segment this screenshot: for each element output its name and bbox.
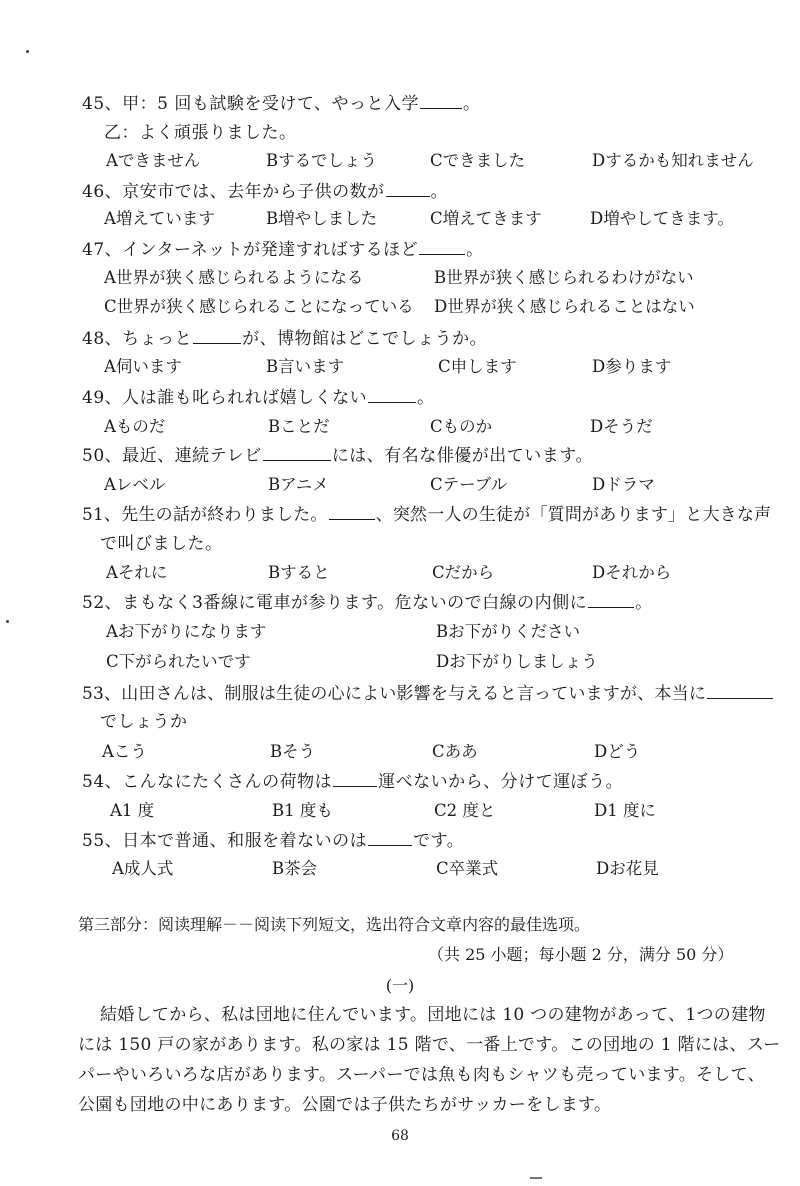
option-a: Aこう [102, 742, 147, 761]
page-number: 68 [391, 1128, 409, 1144]
answer-blank [588, 591, 634, 608]
option-c: C世界が狭く感じられることになっている [104, 297, 414, 316]
answer-blank [333, 770, 377, 787]
question-continuation: で叫びました。 [100, 534, 223, 554]
question-stem-end: 運べないから、分けて運ぼう。 [378, 772, 624, 792]
option-d: D世界が狭く感じられることはない [434, 297, 695, 316]
option-b: B増やしました [266, 209, 378, 228]
answer-blank [263, 444, 331, 461]
answer-blank [368, 829, 412, 846]
option-a: Aお下がりになります [106, 622, 267, 641]
answer-blank [420, 92, 462, 109]
option-b: B1 度も [272, 801, 333, 820]
question-stem: 最近、連続テレビ [122, 446, 262, 466]
option-b: Bそう [270, 742, 316, 761]
option-c: Cできました [430, 151, 526, 170]
question-stem-end: 。 [463, 94, 481, 114]
question-50 [82, 444, 593, 468]
option-d: Dお花見 [596, 859, 659, 878]
question-number: 48、 [82, 329, 123, 349]
question-47 [82, 238, 484, 262]
scan-speck [6, 620, 9, 623]
question-53 [82, 682, 774, 706]
scan-mark [530, 1177, 542, 1179]
option-a: Aできません [106, 151, 201, 170]
question-stem-end: 、突然一人の生徒が「質問があります」と大きな声 [375, 505, 772, 525]
option-d: Dどう [594, 742, 641, 761]
option-c: C卒業式 [436, 859, 499, 878]
question-52 [82, 591, 653, 615]
option-a: Aそれに [106, 563, 168, 582]
passage-line: には 150 戸の家があります。私の家は 15 階で、一番上です。この団地の 1 階には、スー [78, 1035, 781, 1055]
section-heading: 第三部分：阅读理解－－阅读下列短文，选出符合文章内容的最佳选项。 [78, 915, 591, 934]
option-c: Cものか [430, 417, 493, 436]
option-a: Aレベル [104, 475, 166, 494]
option-c: C増えてきます [430, 209, 542, 228]
answer-blank [368, 386, 416, 403]
question-stem: こんなにたくさんの荷物は [122, 772, 333, 792]
option-b: Bするでしょう [266, 151, 377, 170]
question-49 [82, 386, 435, 410]
option-d: D参ります [592, 357, 672, 376]
option-c: Cああ [432, 742, 478, 761]
question-stem-end: が、博物館はどこでしょうか。 [242, 329, 488, 349]
option-b: Bアニメ [268, 475, 329, 494]
option-d: Dそれから [592, 563, 672, 582]
question-number: 47、 [82, 240, 123, 260]
question-51 [82, 503, 771, 527]
option-b: B言います [266, 357, 345, 376]
option-b: B世界が狭く感じられるわけがない [434, 268, 694, 287]
passage-line: パーやいろいろな店があります。スーパーでは魚も肉もシャツも売っています。そして、 [78, 1065, 765, 1085]
question-number: 54、 [82, 772, 123, 792]
question-55 [82, 829, 464, 853]
question-46 [82, 180, 448, 204]
question-stem: 甲：5 回も試験を受けて、やっと入学 [122, 94, 420, 114]
question-stem-end: には、有名な俳優が出ています。 [331, 446, 593, 466]
question-number: 52、 [82, 593, 123, 613]
option-d: Dするかも知れません [592, 151, 754, 170]
option-d: Dドラマ [592, 475, 655, 494]
option-c: Cテーブル [430, 475, 508, 494]
question-stem: 山田さんは、制服は生徒の心によい影響を与えると言っていますが、本当に [121, 684, 707, 704]
option-b: Bお下がりください [436, 622, 581, 641]
question-stem-end: です。 [413, 831, 465, 851]
question-54 [82, 770, 623, 794]
question-number: 46、 [82, 182, 123, 202]
passage-number: (一) [385, 976, 415, 995]
question-45 [82, 92, 481, 116]
option-c: C申します [438, 357, 517, 376]
question-stem: まもなく3番線に電車が参ります。危ないので白線の内側に [122, 593, 588, 613]
answer-blank [707, 682, 773, 699]
option-a: A伺います [104, 357, 182, 376]
answer-blank [329, 503, 375, 520]
question-continuation: でしょうか [100, 712, 188, 732]
question-continuation: 乙：よく頑張りました。 [104, 123, 297, 143]
question-stem-end: 。 [430, 182, 449, 202]
option-d: D増やしてきます。 [590, 209, 734, 228]
option-c: C下がられたいです [106, 652, 251, 671]
scan-speck [26, 50, 29, 53]
question-number: 51、 [82, 505, 122, 525]
question-number: 49、 [82, 388, 123, 408]
question-stem-end: 。 [466, 240, 484, 260]
question-number: 55、 [82, 831, 123, 851]
question-stem: 日本で普通、和服を着ないのは [122, 831, 368, 851]
option-b: Bすると [268, 563, 330, 582]
question-stem-end: 。 [635, 593, 653, 613]
option-d: Dお下がりしましょう [436, 652, 598, 671]
question-number: 50、 [82, 446, 123, 466]
option-a: A増えています [104, 209, 215, 228]
option-c: Cだから [432, 563, 495, 582]
option-d: D1 度に [594, 801, 656, 820]
answer-blank [419, 238, 465, 255]
option-a: Aものだ [104, 417, 166, 436]
question-stem: 先生の話が終わりました。 [121, 505, 328, 525]
question-48 [82, 327, 487, 351]
passage-line: 結婚してから、私は団地に住んでいます。団地には 10 つの建物があって、1つの建物 [100, 1005, 766, 1025]
option-c: C2 度と [434, 801, 496, 820]
option-b: B茶会 [272, 859, 318, 878]
section-scoring: （共 25 小题；每小题 2 分，满分 50 分） [428, 945, 734, 964]
question-stem: ちょっと [122, 329, 193, 349]
option-a: A1 度 [110, 801, 155, 820]
question-number: 45、 [82, 94, 123, 114]
question-stem: 人は誰も叱られれば嬉しくない [122, 388, 368, 408]
question-stem: インターネットが発達すればするほど [122, 240, 419, 260]
question-stem: 京安市では、去年から子供の数が [122, 182, 385, 202]
option-b: Bことだ [268, 417, 330, 436]
answer-blank [386, 180, 430, 197]
option-a: A成人式 [112, 859, 174, 878]
option-d: Dそうだ [590, 417, 653, 436]
option-a: A世界が狭く感じられるようになる [104, 268, 364, 287]
passage-line: 公園も団地の中にあります。公園では子供たちがサッカーをします。 [78, 1095, 612, 1115]
question-number: 53、 [82, 684, 122, 704]
answer-blank [193, 327, 241, 344]
question-stem-end: 。 [417, 388, 435, 408]
